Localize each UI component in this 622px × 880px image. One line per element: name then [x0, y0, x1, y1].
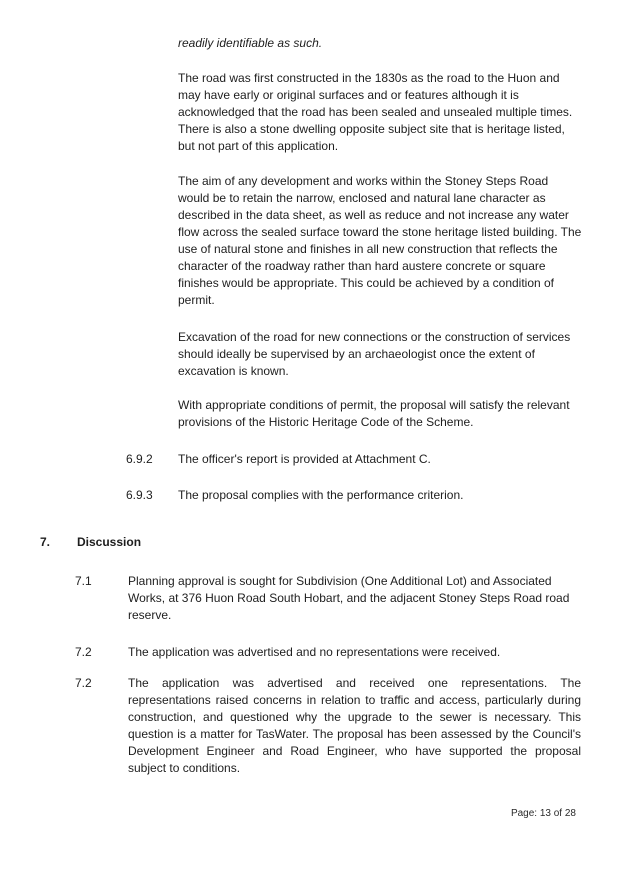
clause-number: 6.9.2	[126, 452, 153, 466]
clause-text: The proposal complies with the performance criterion.	[178, 488, 464, 502]
lead-in-italic-line: readily identifiable as such.	[178, 36, 323, 50]
clause-text: The application was advertised and received one representations. The representations raised concerns in relation to traffic and access, particularly during construction, and questioned why the upgrade to the sewer is necessary. This question is a matter for TasWater. The proposal has been assessed by the Council's Development Engineer and Road Engineer, who have supported the proposal subject to conditions.	[128, 676, 581, 775]
paragraph-heritage-code: With appropriate conditions of permit, the proposal will satisfy the relevant provisions of the Historic Heritage Code of the Scheme.	[178, 398, 570, 429]
clause-number: 7.2	[75, 645, 92, 659]
paragraph-road-history: The road was first constructed in the 1830s as the road to the Huon and may have early or original surfaces and or features although it is acknowledged that the road has been sealed and unsealed multiple times. There is also a stone dwelling opposite subject site that is heritage listed, but not part of this application.	[178, 71, 573, 153]
clause-number: 7.2	[75, 676, 92, 690]
clause-text: The officer's report is provided at Attachment C.	[178, 452, 431, 466]
section-number: 7.	[40, 535, 51, 549]
clause-text: The application was advertised and no representations were received.	[128, 645, 501, 659]
clause-text: Planning approval is sought for Subdivision (One Additional Lot) and Associated Works, at 376 Huon Road South Hobart, and the adjacent Stoney Steps Road road reserve.	[128, 574, 570, 622]
section-title: Discussion	[77, 535, 142, 549]
paragraph-development-aim: The aim of any development and works within the Stoney Steps Road would be to retain the narrow, enclosed and natural lane character as described in the data sheet, as well as reduce and not increase any water flow across the sealed surface toward the stone heritage listed building. The use of natural stone and finishes in all new construction that reflects the character of the roadway rather than hard austere concrete or square finishes would be appropriate. This could be achieved by a condition of permit.	[178, 174, 582, 307]
clause-number: 6.9.3	[126, 488, 153, 502]
clause-number: 7.1	[75, 574, 92, 588]
page-number-footer: Page: 13 of 28	[510, 808, 576, 819]
paragraph-excavation: Excavation of the road for new connections or the construction of services should ideally be supervised by an archaeologist once the extent of excavation is known.	[178, 330, 571, 378]
